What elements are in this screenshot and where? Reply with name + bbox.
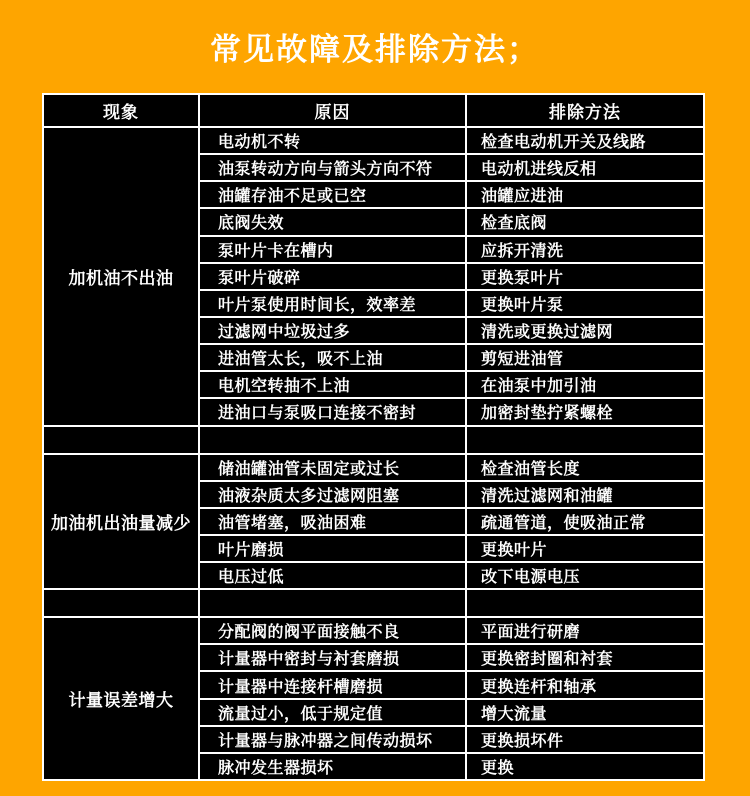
cause-cell: 电机空转抽不上油 bbox=[200, 372, 467, 397]
fault-table bbox=[42, 93, 705, 781]
table-row bbox=[200, 372, 703, 399]
table-row bbox=[200, 264, 703, 291]
remedy-cell: 加密封垫拧紧螺栓 bbox=[481, 403, 614, 423]
cause-cell: 油罐存油不足或已空 bbox=[200, 182, 467, 207]
remedy-cell: 检查电动机开关及线路 bbox=[481, 132, 647, 152]
cause-cell: 电压过低 bbox=[200, 563, 467, 588]
fault-group-metering-error bbox=[44, 618, 703, 779]
cause-cell: 计量器与脉冲器之间传动损坏 bbox=[200, 727, 467, 752]
fault-group-oil-not-dispensing bbox=[44, 128, 703, 427]
fault-group-reduced-output bbox=[44, 455, 703, 591]
header-phenomenon: 现象 bbox=[44, 95, 200, 126]
cause-cell: 进油管太长，吸不上油 bbox=[200, 345, 467, 370]
spacer-row bbox=[44, 590, 703, 618]
group-rows bbox=[200, 128, 703, 425]
cause-cell: 叶片泵使用时间长，效率差 bbox=[200, 291, 467, 316]
cause-cell: 油管堵塞，吸油困难 bbox=[200, 509, 467, 534]
table-row bbox=[200, 182, 703, 209]
table-row bbox=[200, 455, 703, 482]
cause-cell: 进油口与泵吸口连接不密封 bbox=[200, 399, 467, 424]
cause-cell: 泵叶片卡在槽内 bbox=[200, 237, 467, 262]
table-row bbox=[200, 754, 703, 779]
remedy-cell: 更换连杆和轴承 bbox=[481, 676, 597, 696]
cause-cell: 计量器中连接杆槽磨损 bbox=[200, 672, 467, 697]
table-row bbox=[200, 563, 703, 588]
table-row bbox=[200, 399, 703, 424]
remedy-cell: 更换叶片 bbox=[481, 539, 548, 559]
remedy-cell: 应拆开清洗 bbox=[481, 240, 564, 260]
table-row bbox=[200, 209, 703, 236]
table-row bbox=[200, 727, 703, 754]
cause-cell: 油液杂质太多过滤网阻塞 bbox=[200, 482, 467, 507]
table-row bbox=[200, 237, 703, 264]
phenomenon-cell: 加油机出油量减少 bbox=[44, 455, 200, 589]
header-remedy: 排除方法 bbox=[549, 103, 621, 123]
spacer-cell bbox=[467, 590, 703, 616]
remedy-cell: 增大流量 bbox=[481, 703, 548, 723]
cause-cell: 计量器中密封与衬套磨损 bbox=[200, 645, 467, 670]
cause-cell: 储油罐油管未固定或过长 bbox=[200, 455, 467, 480]
table-row bbox=[200, 318, 703, 345]
remedy-cell: 平面进行研磨 bbox=[481, 622, 581, 642]
cause-cell: 叶片磨损 bbox=[200, 536, 467, 561]
table-row bbox=[200, 536, 703, 563]
spacer-cell bbox=[44, 590, 200, 616]
remedy-cell: 更换泵叶片 bbox=[481, 267, 564, 287]
table-row bbox=[200, 345, 703, 372]
table-row bbox=[200, 509, 703, 536]
table-row bbox=[200, 700, 703, 727]
remedy-cell: 疏通管道，使吸油正常 bbox=[481, 512, 647, 532]
remedy-cell: 油罐应进油 bbox=[481, 186, 564, 206]
cause-cell: 过滤网中垃圾过多 bbox=[200, 318, 467, 343]
header-cause: 原因 bbox=[200, 95, 467, 126]
group-rows bbox=[200, 455, 703, 589]
table-row bbox=[200, 618, 703, 645]
table-row bbox=[200, 672, 703, 699]
remedy-cell: 清洗或更换过滤网 bbox=[481, 322, 614, 342]
cause-cell: 脉冲发生器损坏 bbox=[200, 754, 467, 779]
spacer-cell bbox=[200, 427, 467, 453]
remedy-cell: 剪短进油管 bbox=[481, 349, 564, 369]
remedy-cell: 改下电源电压 bbox=[481, 567, 581, 587]
table-header-row bbox=[44, 95, 703, 128]
cause-cell: 泵叶片破碎 bbox=[200, 264, 467, 289]
cause-cell: 油泵转动方向与箭头方向不符 bbox=[200, 155, 467, 180]
remedy-cell: 检查底阀 bbox=[481, 213, 548, 233]
phenomenon-cell: 计量误差增大 bbox=[44, 618, 200, 779]
spacer-cell bbox=[467, 427, 703, 453]
remedy-cell: 检查油管长度 bbox=[481, 458, 581, 478]
remedy-cell: 电动机进线反相 bbox=[481, 159, 597, 179]
spacer-row bbox=[44, 427, 703, 455]
cause-cell: 底阀失效 bbox=[200, 209, 467, 234]
remedy-cell: 更换叶片泵 bbox=[481, 294, 564, 314]
remedy-cell: 更换密封圈和衬套 bbox=[481, 649, 614, 669]
remedy-cell: 更换损坏件 bbox=[481, 730, 564, 750]
group-rows bbox=[200, 618, 703, 779]
page-title: 常见故障及排除方法； bbox=[210, 32, 540, 68]
table-row bbox=[200, 128, 703, 155]
phenomenon-cell: 加机油不出油 bbox=[44, 128, 200, 425]
table-row bbox=[200, 291, 703, 318]
spacer-cell bbox=[200, 590, 467, 616]
remedy-cell: 在油泵中加引油 bbox=[481, 376, 597, 396]
cause-cell: 分配阀的阀平面接触不良 bbox=[200, 618, 467, 643]
table-row bbox=[200, 645, 703, 672]
table-row bbox=[200, 482, 703, 509]
cause-cell: 电动机不转 bbox=[200, 128, 467, 153]
table-row bbox=[200, 155, 703, 182]
cause-cell: 流量过小，低于规定值 bbox=[200, 700, 467, 725]
spacer-cell bbox=[44, 427, 200, 453]
remedy-cell: 更换 bbox=[481, 757, 515, 777]
remedy-cell: 清洗过滤网和油罐 bbox=[481, 485, 614, 505]
